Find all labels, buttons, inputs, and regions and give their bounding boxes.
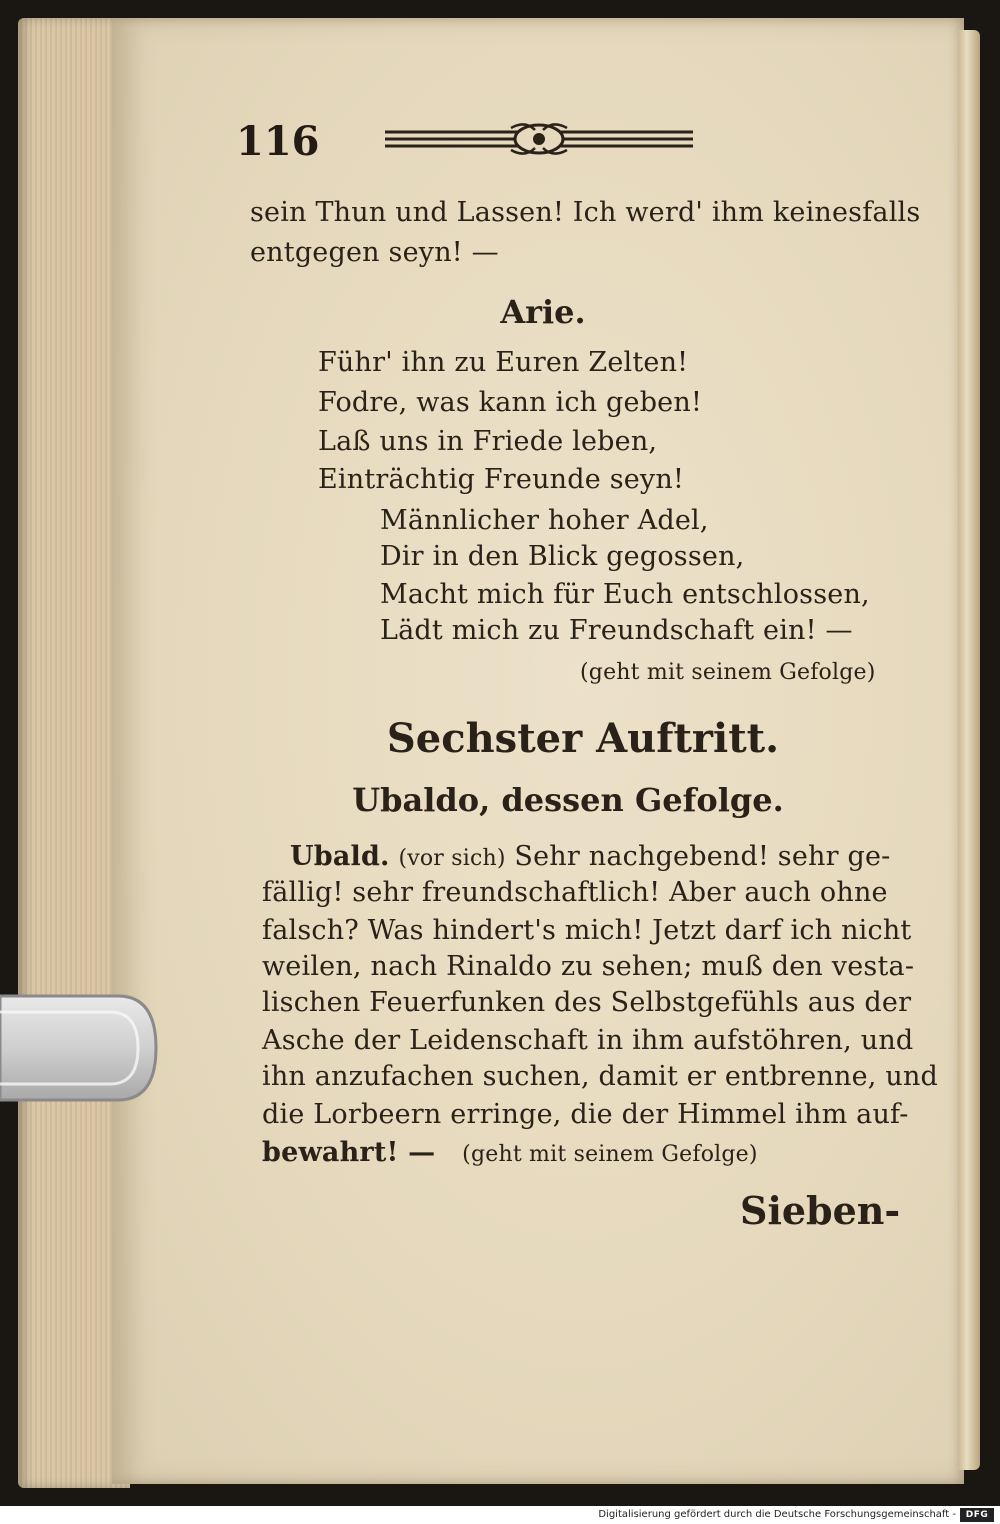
- page-clip-icon: [0, 990, 158, 1106]
- speech-text: bewahrt! —: [262, 1137, 436, 1168]
- speech-text: Sehr nachgebend! sehr ge-: [514, 841, 891, 872]
- aside-direction: (vor sich): [398, 846, 506, 871]
- dfg-logo: DFG: [960, 1508, 994, 1522]
- speaker-name: Ubald.: [290, 841, 390, 872]
- aria-verse-line: Dir in den Blick gegossen,: [380, 541, 745, 572]
- speech-line: ihn anzufachen suchen, damit er entbrenne, und: [262, 1061, 939, 1092]
- scene-cast: Ubaldo, dessen Gefolge.: [352, 781, 784, 819]
- aria-verse-line: Männlicher hoher Adel,: [380, 505, 709, 536]
- footer-bar: [0, 1506, 1000, 1524]
- catchword: Sieben-: [740, 1188, 901, 1233]
- aria-verse-line: Lädt mich zu Freundschaft ein! —: [380, 615, 853, 646]
- aria-heading: Arie.: [500, 293, 586, 331]
- page-number: 116: [236, 118, 320, 165]
- scene-heading: Sechster Auftritt.: [386, 715, 780, 762]
- stage-direction: (geht mit seinem Gefolge): [580, 660, 876, 685]
- aria-verse-line: Einträchtig Freunde seyn!: [318, 464, 685, 495]
- text-line: entgegen seyn! —: [250, 237, 499, 268]
- speech-line: die Lorbeern erringe, die der Himmel ihm auf-: [262, 1099, 909, 1130]
- speech-last-line: [262, 1136, 758, 1172]
- aria-verse-line: Macht mich für Euch entschlossen,: [380, 579, 870, 610]
- speech-line: weilen, nach Rinaldo zu sehen; muß den vesta-: [262, 951, 915, 982]
- footer-credit: Digitalisierung gefördert durch die Deutsche Forschungsgemeinschaft -: [598, 1509, 956, 1520]
- speech-line: Asche der Leidenschaft in ihm aufstöhren, und: [262, 1025, 914, 1056]
- text-line: sein Thun und Lassen! Ich werd' ihm keinesfalls: [250, 197, 921, 228]
- speech-line: falsch? Was hindert's mich! Jetzt darf ich nicht: [262, 915, 912, 946]
- aria-verse-line: Führ' ihn zu Euren Zelten!: [318, 347, 689, 378]
- speech-line: lischen Feuerfunken des Selbstgefühls aus der: [262, 987, 912, 1018]
- aria-verse-line: Fodre, was kann ich geben!: [318, 387, 703, 418]
- stage-direction: (geht mit seinem Gefolge): [462, 1142, 758, 1167]
- aria-verse-line: Laß uns in Friede leben,: [318, 426, 658, 457]
- ornament-divider-icon: [385, 118, 693, 160]
- speech-first-line: [290, 840, 891, 876]
- speech-line: fällig! sehr freundschaftlich! Aber auch ohne: [262, 877, 888, 908]
